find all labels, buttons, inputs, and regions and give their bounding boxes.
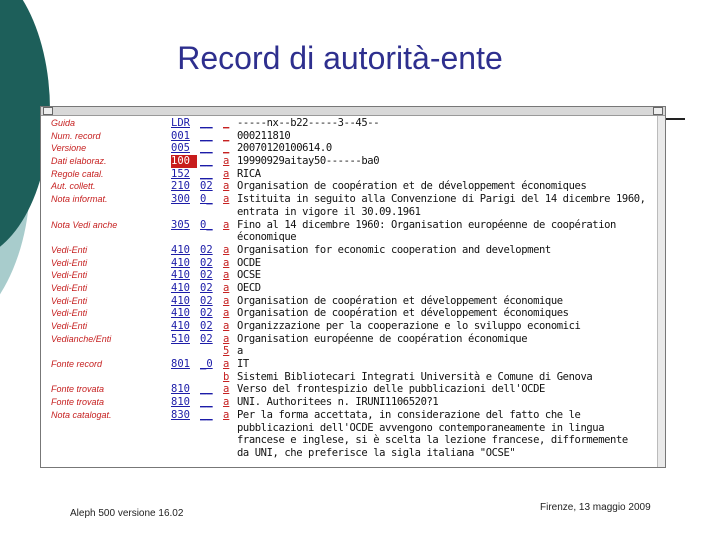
field-value: a	[237, 345, 243, 358]
field-label: Fonte trovata	[51, 397, 105, 408]
window-close-icon[interactable]	[43, 107, 53, 115]
field-value: Organisation for economic cooperation and development	[237, 243, 551, 256]
field-tag[interactable]: 100	[171, 155, 197, 168]
field-indicators: __	[200, 142, 213, 155]
record-row[interactable]	[41, 282, 657, 295]
field-subfield: a	[223, 218, 230, 231]
field-label: Vedi-Enti	[51, 308, 88, 319]
field-indicators: 02	[200, 332, 213, 345]
field-subfield: a	[223, 408, 230, 421]
field-value: Organizzazione per la cooperazione e lo sviluppo economici	[237, 320, 581, 332]
record-row[interactable]	[41, 117, 657, 130]
field-indicators: __	[200, 408, 213, 421]
field-subfield: a	[223, 269, 230, 282]
record-row[interactable]	[41, 333, 657, 346]
record-row[interactable]	[41, 219, 657, 232]
field-subfield: a	[223, 167, 230, 180]
field-tag[interactable]: 410	[171, 281, 190, 294]
field-tag[interactable]: 001	[171, 129, 190, 142]
record-row[interactable]	[41, 320, 657, 333]
record-row[interactable]	[41, 231, 657, 244]
field-label: Nota informat.	[51, 194, 108, 205]
field-indicators: 0_	[200, 218, 213, 231]
field-label: Nota Vedi anche	[51, 219, 118, 230]
window-maximize-icon[interactable]	[653, 107, 663, 115]
field-label: Guida	[51, 118, 76, 128]
record-row[interactable]	[41, 257, 657, 270]
field-subfield: a	[223, 383, 230, 396]
record-row[interactable]	[41, 155, 657, 168]
field-value: Organisation de coopération et de développement économiques	[237, 180, 587, 193]
field-value: RICA	[237, 167, 261, 180]
field-value: Per la forma accettata, in considerazione del fatto che le	[237, 408, 581, 421]
field-value: Organisation de coopération et développement économique	[237, 294, 563, 307]
field-value: Fino al 14 dicembre 1960: Organisation européenne de coopération	[237, 218, 616, 231]
field-indicators: __	[200, 117, 213, 129]
record-row[interactable]	[41, 396, 657, 409]
field-value: UNI. Authoritees n. IRUNI1106520?1	[237, 396, 439, 409]
field-label: Vedi-Enti	[51, 257, 88, 268]
record-row[interactable]	[41, 130, 657, 143]
field-subfield: a	[223, 256, 230, 269]
field-subfield: a	[223, 294, 230, 307]
field-value: OCSE	[237, 269, 261, 282]
record-row[interactable]	[41, 434, 657, 447]
field-subfield: a	[223, 307, 230, 320]
field-indicators: __	[200, 383, 213, 396]
field-indicators: __	[200, 155, 213, 168]
field-tag[interactable]: 510	[171, 332, 190, 345]
record-row[interactable]	[41, 409, 657, 422]
field-value: francese e inglese, si è scelta la lezione francese, difformemente	[237, 434, 628, 447]
field-value: -----nx--b22-----3--45--	[237, 117, 380, 129]
field-value: Organisation européenne de coopération économique	[237, 332, 528, 345]
field-subfield: a	[223, 281, 230, 294]
record-row[interactable]	[41, 447, 657, 460]
window-titlebar	[41, 107, 665, 116]
field-value: Istituita in seguito alla Convenzione di Parigi del 14 dicembre 1960,	[237, 193, 646, 206]
catalog-window	[40, 106, 666, 468]
field-indicators: 02	[200, 281, 213, 294]
field-indicators: 02	[200, 256, 213, 269]
field-indicators: 02	[200, 269, 213, 282]
field-label: Vedi-Enti	[51, 321, 88, 331]
field-tag[interactable]: 801	[171, 358, 190, 371]
field-indicators: 0_	[200, 193, 213, 206]
record-row[interactable]	[41, 307, 657, 320]
field-tag[interactable]: 410	[171, 256, 190, 269]
footer-date: Firenze, 13 maggio 2009	[540, 502, 651, 513]
field-label: Vedi-Enti	[51, 282, 88, 293]
record-row[interactable]	[41, 345, 657, 358]
field-value: OCDE	[237, 256, 261, 269]
record-row[interactable]	[41, 142, 657, 155]
field-value: 20070120100614.0	[237, 142, 332, 155]
field-tag[interactable]: 300	[171, 193, 190, 206]
field-tag[interactable]: 410	[171, 243, 190, 256]
field-label: Vedianche/Enti	[51, 333, 112, 344]
record-row[interactable]	[41, 180, 657, 193]
field-label: Vedi-Enti	[51, 295, 88, 306]
field-subfield: a	[223, 332, 230, 345]
field-subfield: a	[223, 155, 230, 168]
field-indicators: _0	[200, 358, 213, 371]
field-indicators: __	[200, 167, 213, 180]
field-tag[interactable]: 152	[171, 167, 190, 180]
field-tag[interactable]: 830	[171, 408, 190, 421]
field-subfield: a	[223, 396, 230, 409]
field-tag[interactable]: 005	[171, 142, 190, 155]
field-value: OECD	[237, 281, 261, 294]
field-value: da UNI, che preferisce la sigla italiana "OCSE"	[237, 446, 516, 459]
field-tag[interactable]: 305	[171, 218, 190, 231]
field-tag[interactable]: 810	[171, 396, 190, 409]
record-row[interactable]	[41, 422, 657, 435]
field-subfield: 5	[223, 345, 230, 358]
field-subfield: a	[223, 243, 230, 256]
field-value: entrata in vigore il 30.09.1961	[237, 205, 421, 218]
footer-version: Aleph 500 versione 16.02	[70, 508, 184, 519]
field-indicators: 02	[200, 180, 213, 193]
field-label: Num. record	[51, 130, 101, 141]
record-row[interactable]	[41, 383, 657, 396]
field-label: Vedi-Enti	[51, 270, 88, 281]
field-indicators: 02	[200, 307, 213, 320]
field-indicators: 02	[200, 294, 213, 307]
field-label: Fonte record	[51, 359, 103, 370]
field-indicators: 02	[200, 320, 213, 332]
field-subfield: a	[223, 193, 230, 206]
slide-title: Record di autorità-ente	[177, 40, 503, 76]
field-indicators: __	[200, 396, 213, 409]
field-label: Regole catal.	[51, 168, 104, 179]
field-indicators: __	[200, 129, 213, 142]
field-tag[interactable]: 410	[171, 320, 190, 332]
field-indicators: 02	[200, 243, 213, 256]
record-row[interactable]	[41, 168, 657, 181]
field-label: Fonte trovata	[51, 384, 105, 395]
field-tag[interactable]: 410	[171, 294, 190, 307]
vertical-scrollbar[interactable]	[657, 116, 665, 467]
field-subfield: a	[223, 320, 230, 332]
field-value: Organisation de coopération et développement économiques	[237, 307, 569, 320]
record-row[interactable]	[41, 244, 657, 257]
record-row[interactable]	[41, 295, 657, 308]
field-subfield: _	[223, 117, 230, 129]
field-value: économique	[237, 231, 297, 244]
field-label: Dati elaboraz.	[51, 156, 107, 167]
record-row[interactable]	[41, 193, 657, 206]
field-value: 19990929aitay50------ba0	[237, 155, 380, 168]
field-value: Sistemi Bibliotecari Integrati Università e Comune di Genova	[237, 370, 593, 383]
record-row[interactable]	[41, 206, 657, 219]
field-value: 000211810	[237, 129, 291, 142]
field-subfield: _	[223, 142, 230, 155]
record-fields	[41, 117, 657, 460]
field-subfield: b	[223, 370, 230, 383]
field-subfield: a	[223, 358, 230, 371]
field-subfield: _	[223, 129, 230, 142]
field-tag[interactable]: 410	[171, 269, 190, 282]
field-label: Aut. collett.	[51, 181, 96, 192]
field-tag[interactable]: 410	[171, 307, 190, 320]
field-value: pubblicazioni dell'OCDE avvengono contemporaneamente in lingua	[237, 421, 605, 434]
field-subfield: a	[223, 180, 230, 193]
record-row[interactable]	[41, 269, 657, 282]
field-label: Versione	[51, 143, 87, 154]
field-tag[interactable]: 210	[171, 180, 190, 193]
field-tag[interactable]: LDR	[171, 117, 190, 129]
field-value: IT	[237, 358, 249, 371]
record-row[interactable]	[41, 358, 657, 371]
record-row[interactable]	[41, 371, 657, 384]
field-tag[interactable]: 810	[171, 383, 190, 396]
field-value: Verso del frontespizio delle pubblicazioni dell'OCDE	[237, 383, 545, 396]
field-label: Vedi-Enti	[51, 244, 88, 255]
field-label: Nota catalogat.	[51, 409, 112, 420]
